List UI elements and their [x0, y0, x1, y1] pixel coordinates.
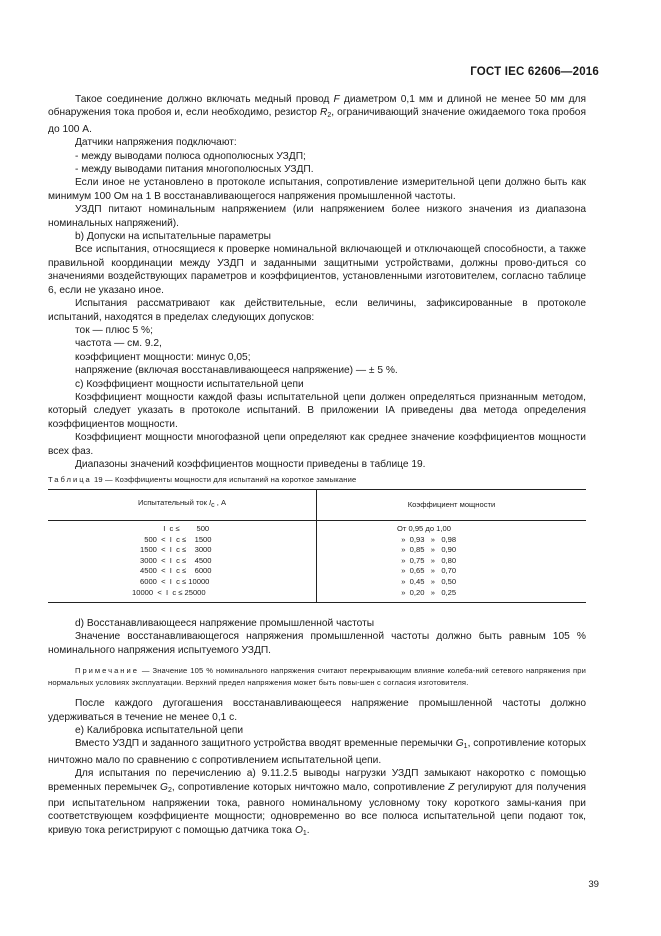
current-range: 10000 < I c ≤ 25000: [132, 587, 206, 597]
column-header-current: [48, 490, 317, 521]
text-span: Вместо УЗДП и заданного защитного устройства вводят временные перемычки: [75, 738, 456, 750]
power-factor-value: » 0,20 » 0,25: [397, 587, 457, 597]
table-caption: [48, 474, 586, 486]
paragraph-pf-multiphase: Коэффициент мощности многофазной цепи определяют как среднее значение коэффициентов мощности всех фаз.: [48, 432, 586, 457]
var-i: I: [209, 498, 212, 508]
paragraph-tests: Все испытания, относящиеся к проверке номинальной включающей и отключающей способности, а также правильной координации между УЗДП и заданными защитными устройствами, должны прово-диться со значениями воздействующих параметров и коэффициентов, установленными изготовителем, согласно таблице 6, если не указано иное.: [48, 244, 586, 296]
current-range: 4500 < I c ≤ 6000: [140, 566, 212, 576]
power-factor-value: » 0,85 » 0,90: [397, 545, 457, 555]
caption-word: Таблица: [48, 475, 92, 484]
tolerance-voltage: напряжение (включая восстанавливающееся напряжение) — ± 5 %.: [75, 365, 398, 377]
tolerance-current: ток — плюс 5 %;: [75, 324, 153, 336]
subheading-e: e) Калибровка испытательной цепи: [75, 725, 244, 737]
paragraph-voltage-value: Значение восстанавливающегося напряжения промышленной частоты должно быть равным 105 % номинального напряжения испытуемого УЗДП.: [48, 631, 586, 656]
note: [48, 665, 586, 688]
power-factor-table: [48, 489, 586, 603]
text-span: регулируют для получения при испытательном напряжении тока, равного номинальному условному току короткого замы-кания при соответствующем коэффициенте мощности; одновременно во все полюса испытательной цепи подают ток, кривую тока регистрируют с помощью датчика тока: [48, 781, 587, 836]
var-z: Z: [448, 781, 455, 793]
paragraph-pf-phase: Коэффициент мощности каждой фазы испытательной цепи должен определяться признанным методом, который следует указать в протоколе испытаний. В приложении IA приведены два метода определения коэффициентов мощности.: [48, 391, 586, 430]
paragraph-connection: [48, 93, 586, 136]
header-unit: , А: [214, 498, 227, 508]
power-factor-value: » 0,65 » 0,70: [397, 566, 457, 576]
power-factor-value: » 0,45 » 0,50: [397, 576, 457, 586]
var-g: G: [160, 781, 168, 793]
paragraph-hold-time: После каждого дугогашения восстанавливающееся напряжение промышленной частоты должно удерживаться в течение не менее 0,1 с.: [48, 698, 586, 723]
subscript: 2: [327, 112, 332, 120]
text-span: , сопротивление которых ничтожно мало по сравнению с сопротивлением испытательной цепи.: [48, 738, 586, 766]
current-range: 1500 < I c ≤ 3000: [140, 545, 212, 555]
text-span: , ограничивающий значение ожидаемого тока пробоя до 100 А.: [48, 107, 586, 135]
power-factor-value: От 0,95 до 1,00: [397, 524, 451, 533]
var-o: O: [294, 824, 303, 836]
caption-text: 19 — Коэффициенты мощности для испытаний на короткое замыкание: [91, 475, 357, 484]
paragraph-pf-ranges: Диапазоны значений коэффициентов мощности приведены в таблице 19.: [75, 458, 426, 470]
power-factor-value: » 0,75 » 0,80: [397, 555, 457, 565]
var-g: G: [455, 738, 464, 750]
subheading-d: d) Восстанавливающееся напряжение промышленной частоты: [75, 618, 375, 629]
current-range: 3000 < I c ≤ 4500: [140, 555, 212, 565]
subscript: 1: [463, 743, 468, 751]
note-text: — Значение 105 % номинального напряжения считают перекрывающим влияние колеба-ний сетевого напряжения при нормальных условиях эксплуатации. Верхний предел напряжения может быть повы-шен с согласия изготовителя.: [48, 666, 586, 687]
subheading-c: c) Коэффициент мощности испытательной цепи: [75, 378, 304, 390]
page-number: 39: [588, 879, 599, 890]
list-item: - между выводами питания многополюсных УЗДП.: [75, 164, 314, 176]
var-r: R: [319, 107, 328, 119]
subheading-b: b) Допуски на испытательные параметры: [75, 231, 271, 243]
current-range: 6000 < I c ≤ 10000: [140, 576, 210, 586]
text-block-upper: [48, 93, 586, 471]
tolerance-power-factor: коэффициент мощности: минус 0,05;: [75, 351, 251, 363]
text-span: .: [306, 824, 310, 836]
paragraph-sensors: Датчики напряжения подключают:: [75, 137, 237, 149]
standard-id: ГОСТ IEC 62606—2016: [470, 66, 599, 78]
text-span: Такое соединение должно включать медный провод: [75, 94, 334, 105]
var-f: F: [333, 94, 340, 105]
header-text: Испытательный ток: [137, 498, 210, 508]
subscript: 2: [167, 786, 172, 794]
subscript: 1: [302, 829, 307, 837]
power-factor-column: [317, 521, 587, 603]
paragraph-calibration: [48, 767, 586, 840]
current-range: 500 < I c ≤ 1500: [140, 534, 212, 544]
paragraph-supply: УЗДП питают номинальным напряжением (или напряжением более низкого значения из диапазона номинальных напряжений).: [48, 204, 586, 229]
text-span: диаметром 0,1 мм и длиной не менее 50 мм для обнаружения тока пробоя и, если необходимо, резистор: [48, 94, 586, 119]
list-item: - между выводами полюса однополюсных УЗДП;: [75, 150, 306, 162]
current-range: I c ≤ 500: [140, 524, 210, 533]
paragraph-jumpers: [48, 737, 586, 767]
text-span: Для испытания по перечислению a) 9.11.2.5 выводы нагрузки УЗДП замыкают накоротко с помощью временных перемычек: [48, 768, 586, 793]
paragraph-resistance: Если иное не установлено в протоколе испытания, сопротивление измерительной цепи должно быть как минимум 100 Ом на 1 В восстанавливающегося напряжения промышленной частоты.: [48, 177, 586, 202]
note-word: Примечание: [75, 666, 139, 676]
subscript: c: [211, 502, 215, 510]
tolerance-frequency: частота — см. 9.2,: [75, 338, 162, 350]
paragraph-tolerances: Испытания рассматривают как действительные, если величины, зафиксированные в протоколе испытаний, находятся в пределах следующих допусков:: [48, 298, 586, 323]
current-range-column: [48, 521, 317, 603]
column-header-power-factor: Коэффициент мощности: [317, 490, 587, 521]
power-factor-value: » 0,93 » 0,98: [397, 534, 457, 544]
text-span: , сопротивление которых ничтожно мало, сопротивление: [171, 781, 449, 793]
text-block-lower: [48, 617, 586, 840]
